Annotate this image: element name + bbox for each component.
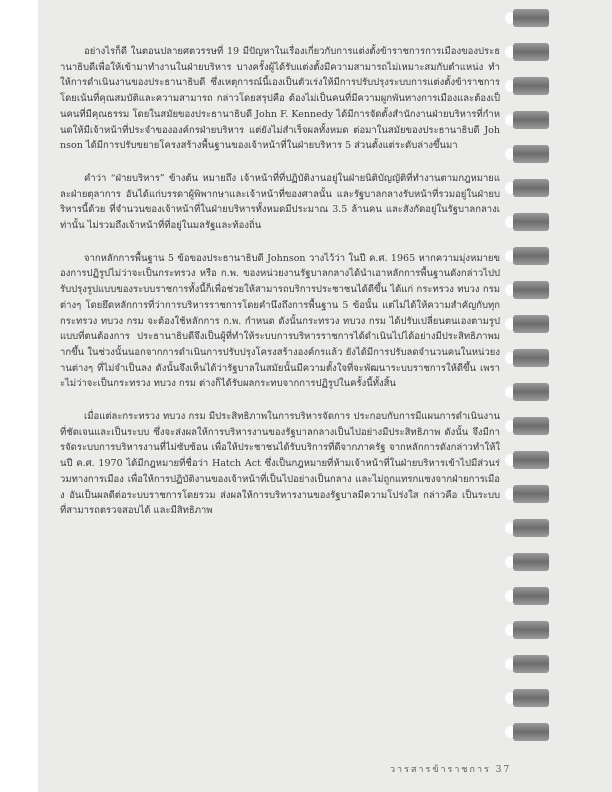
binding-ring	[505, 518, 557, 538]
faint-heading	[60, 22, 500, 44]
paragraph-2: คำว่า “ฝ่ายบริหาร” ข้างต้น หมายถึง เจ้าหน้าที่ที่ปฏิบัติงานอยู่ในฝ่ายนิติบัญญัติที่ทำงานตามกฎหมายและฝ่ายตุลาการ อันได้แก่บรรดาผู้พิพากษาและเจ้าหน้าที่ของศาลนั้น และรัฐบาลกลางรับหน้าที่รวมอยู่ในฝ่ายบริหารนี้ด้วย ที่จำนวนของเจ้าหน้าที่ในฝ่ายบริหารทั้งหมดมีประมาณ 3.5 ล้านคน และสังกัดอยู่ในรัฐบาลกลางเท่านั้น ไม่รวมถึงเจ้าหน้าที่ที่อยู่ในมลรัฐและท้องถิ่น	[60, 172, 500, 232]
paragraph-3: จากหลักการพื้นฐาน 5 ข้อของประธานาธิบดี Johnson วางไว้ว่า ในปี ค.ศ. 1965 หากความมุ่งหมายของการปฏิรูปไม่ว่าจะเป็นกระทรวง หรือ ก.พ. ของหน่วยงานรัฐบาลกลางได้นำเอาหลักการพื้นฐานดังกล่าวไปปรับปรุงรูปแบบของระบบราชการทั้งนี้ก็เพื่อช่วยให้สามารถบริการประชาชนได้ดีขึ้น ได้แก่ กระทรวง ทบวง กรม ต่างๆ โดยยึดหลักการที่ว่าการบริหารราชการโดยคำนึงถึงการพื้นฐาน 5 ข้อนั้น แต่ไม่ได้ให้ความสำคัญกับทุกกระทรวง ทบวง กรม จะต้องใช้หลักการ ก.พ. กำหนด ดังนั้นกระทรวง ทบวง กรม ได้ปรับเปลี่ยนตนเองตามรูปแบบที่ตนต้องการ ประธานาธิบดีจึงเป็นผู้ที่ทำให้ระบบการบริหารราชการได้ดำเนินไปได้อย่างมีประสิทธิภาพมากขึ้น ในช่วงนั้นนอกจากการดำเนินการปรับปรุงโครงสร้างองค์กรแล้ว ยังได้มีการปรับลดจำนวนคนในหน่วยงานต่างๆ ที่ไม่จำเป็นลง ดังนั้นจึงเห็นได้ว่ารัฐบาลในสมัยนั้นมีความตั้งใจที่จะพัฒนาระบบราชการให้ดีขึ้น เพราะไม่ว่าจะเป็นกระทรวง ทบวง กรม ต่างก็ได้รับผลกระทบจากการปฏิรูปในครั้งนี้ทั้งสิ้น	[60, 252, 500, 390]
binding-ring	[505, 314, 557, 334]
binding-ring	[505, 212, 557, 232]
binding-ring	[505, 8, 557, 28]
binding-ring	[505, 450, 557, 470]
spiral-binding	[505, 0, 565, 792]
binding-ring	[505, 348, 557, 368]
binding-ring	[505, 382, 557, 402]
binding-ring	[505, 110, 557, 130]
binding-ring	[505, 144, 557, 164]
binding-ring	[505, 76, 557, 96]
article-body	[60, 22, 500, 536]
paragraph-1: อย่างไรก็ดี ในตอนปลายศตวรรษที่ 19 มีปัญหาในเรื่องเกี่ยวกับการแต่งตั้งข้าราชการการเมืองของประธานาธิบดีเพื่อให้เข้ามาทำงานในฝ่ายบริหาร บางครั้งผู้ได้รับแต่งตั้งมีความสามารถไม่เหมาะสมกับตำแหน่ง ทำให้การดำเนินงานของประธานาธิบดี ซึ่งเหตุการณ์นี้เองเป็นตัวเร่งให้มีการปรับปรุงระบบการแต่งตั้งข้าราชการโดยเน้นที่คุณสมบัติและความสามารถ กล่าวโดยสรุปคือ ต้องไม่เป็นคนที่มีความผูกพันทางการเมืองและต้องเป็นคนที่มีคุณธรรม โดยในสมัยของประธานาธิบดี John F. Kennedy ได้มีการจัดตั้งสำนักงานฝ่ายบริหารที่กำหนดให้มีเจ้าหน้าที่ประจำขององค์กรฝ่ายบริหาร แต่ยังไม่สำเร็จผลทั้งหมด ต่อมาในสมัยของประธานาธิบดี Johnson ได้มีการปรับขยายโครงสร้างพื้นฐานของเจ้าหน้าที่ในฝ่ายบริหาร 5 ส่วนตั้งแต่ระดับล่างขึ้นมา	[60, 46, 500, 152]
binding-ring	[505, 280, 557, 300]
binding-ring	[505, 42, 557, 62]
binding-ring	[505, 722, 557, 742]
binding-ring	[505, 246, 557, 266]
page-footer: วารสารข้าราชการ 37	[390, 765, 512, 775]
binding-ring	[505, 620, 557, 640]
binding-ring	[505, 688, 557, 708]
binding-ring	[505, 416, 557, 436]
binding-ring	[505, 484, 557, 504]
binding-ring	[505, 654, 557, 674]
paragraph-4: เมื่อแต่ละกระทรวง ทบวง กรม มีประสิทธิภาพในการบริหารจัดการ ประกอบกับการมีแผนการดำเนินงานที่ชัดเจนและเป็นระบบ ซึ่งจะส่งผลให้การบริหารงานของรัฐบาลกลางเป็นไปอย่างมีประสิทธิภาพ ดังนั้น จึงมีการจัดระบบการบริหารงานที่ไม่ซับซ้อน เพื่อให้ประชาชนได้รับบริการที่ดีจากภาครัฐ จากหลักการดังกล่าวทำให้ในปี ค.ศ. 1970 ได้มีกฎหมายที่ชื่อว่า Hatch Act ซึ่งเป็นกฎหมายที่ห้ามเจ้าหน้าที่ในฝ่ายบริหารเข้าไปมีส่วนร่วมทางการเมือง เพื่อให้การปฏิบัติงานของเจ้าหน้าที่เป็นไปอย่างเป็นกลาง และไม่ถูกแทรกแซงจากฝ่ายการเมือง อันเป็นผลดีต่อระบบราชการโดยรวม ส่งผลให้การบริหารงานของรัฐบาลมีความโปร่งใส กล่าวคือ เป็นระบบที่สามารถตรวจสอบได้ และมีสิทธิภาพ	[60, 411, 500, 517]
binding-ring	[505, 586, 557, 606]
binding-ring	[505, 178, 557, 198]
binding-ring	[505, 552, 557, 572]
